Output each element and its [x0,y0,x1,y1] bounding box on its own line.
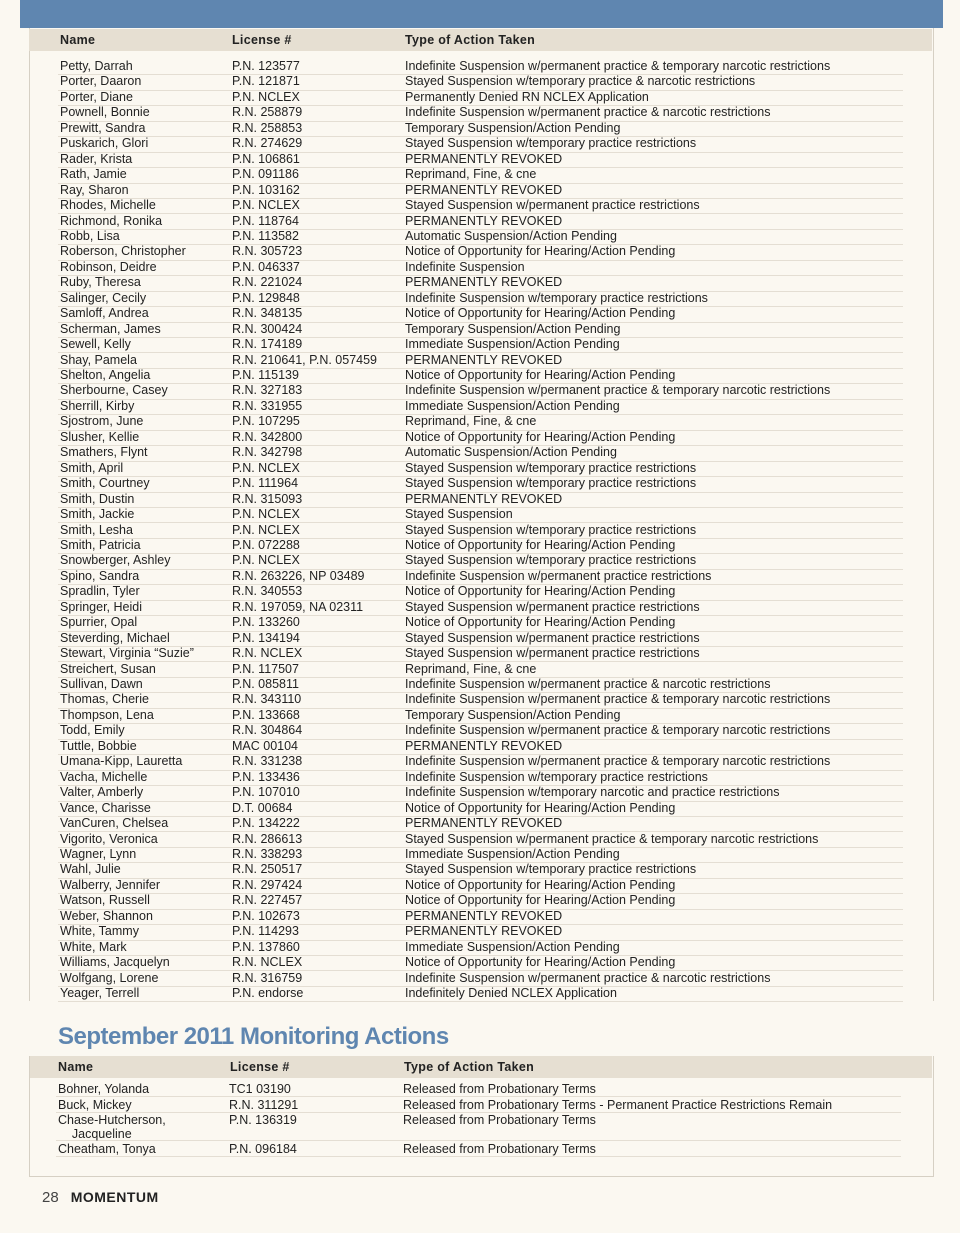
section-title: September 2011 Monitoring Actions [58,1023,449,1050]
license-cell: P.N. 133436 [232,769,300,784]
name-cell: Stewart, Virginia “Suzie” [60,646,194,661]
license-cell: P.N. 102673 [232,908,300,923]
license-cell: P.N. 117507 [232,661,299,676]
name-cell: Steverding, Michael [60,630,170,645]
name-cell: Weber, Shannon [60,908,153,923]
name-cell: Smith, Courtney [60,476,150,491]
table-row [58,306,903,322]
name-cell: Rhodes, Michelle [60,198,156,213]
name-cell: Smith, Patricia [60,537,141,552]
table-row [56,1141,901,1157]
table-row [58,322,903,338]
license-cell: P.N. 085811 [232,677,299,691]
action-cell: Stayed Suspension w/temporary practice restrictions [405,136,697,151]
action-cell: PERMANENTLY REVOKED [405,213,563,228]
name-cell: Williams, Jacquelyn [60,955,170,970]
page-number: 28 [42,1189,59,1206]
name-cell: Sherbourne, Casey [60,383,168,398]
license-cell: P.N. 107295 [232,414,300,429]
table-row [58,893,903,909]
table-row [58,723,903,739]
action-cell: Notice of Opportunity for Hearing/Action Pending [405,877,676,892]
license-cell: P.N. 134194 [232,630,300,645]
license-cell: P.N. NCLEX [232,460,300,475]
table-row [58,337,903,353]
table-row [58,909,903,925]
action-cell: Stayed Suspension w/temporary practice restrictions [405,862,697,877]
table-row [56,1112,901,1141]
header-name: Name [58,1060,94,1074]
name-cell: Chase-Hutcherson, Jacqueline [58,1113,166,1141]
license-cell: R.N. 250517 [232,862,303,877]
name-cell: Pownell, Bonnie [60,105,150,120]
action-cell: PERMANENTLY REVOKED [405,151,563,166]
name-cell: Todd, Emily [60,723,125,738]
table-row [58,862,903,878]
table-row [58,414,903,430]
name-cell: Yeager, Terrell [60,986,140,1000]
license-cell: R.N. 342798 [232,445,303,460]
action-cell: Stayed Suspension w/temporary practice & narcotic restrictions [405,74,756,89]
license-cell: P.N. NCLEX [232,89,300,104]
table-row [58,244,903,260]
action-cell: PERMANENTLY REVOKED [405,491,563,506]
action-cell: PERMANENTLY REVOKED [405,908,563,923]
name-cell: Roberson, Christopher [60,244,186,259]
name-cell: Tuttle, Bobbie [60,738,137,753]
action-cell: Stayed Suspension w/temporary practice restrictions [405,553,697,568]
table-row [58,785,903,801]
table-row [58,461,903,477]
table-header [29,29,932,51]
action-cell: Notice of Opportunity for Hearing/Action Pending [405,893,676,908]
table-row [58,739,903,755]
table-row [58,214,903,230]
table-row [58,445,903,461]
license-cell: D.T. 00684 [232,800,293,815]
license-cell: R.N. 274629 [232,136,303,151]
name-cell: Prewitt, Sandra [60,120,146,135]
action-cell: Indefinite Suspension [405,259,525,274]
license-cell: TC1 03190 [229,1082,291,1096]
license-cell: R.N. 338293 [232,846,303,861]
license-cell: MAC 00104 [232,738,299,753]
license-cell: R.N. 342800 [232,429,303,444]
license-cell: P.N. 123577 [232,59,300,73]
action-cell: Stayed Suspension [405,507,513,522]
table-row [58,971,903,987]
name-cell: Buck, Mickey [58,1098,132,1112]
license-cell: P.N. endorse [232,986,304,1000]
license-cell: R.N. 331955 [232,398,303,413]
action-cell: Automatic Suspension/Action Pending [405,228,617,243]
name-cell: Rath, Jamie [60,167,127,182]
page-footer [42,1189,159,1206]
name-cell: Wahl, Julie [60,862,121,877]
license-cell: P.N. 106861 [232,151,300,166]
table-row [58,507,903,523]
license-cell: R.N. 258853 [232,120,303,135]
name-cell: Cheatham, Tonya [58,1142,156,1156]
license-cell: R.N. 210641, P.N. 057459 [232,352,378,367]
name-cell: Vigorito, Veronica [60,831,158,846]
license-cell: R.N. 297424 [232,877,303,892]
license-cell: R.N. 174189 [232,337,303,352]
action-cell: Notice of Opportunity for Hearing/Action Pending [405,244,676,259]
license-cell: P.N. 113582 [232,228,299,243]
header-license: License # [232,33,292,47]
action-cell: Notice of Opportunity for Hearing/Action Pending [405,615,676,630]
action-cell: Temporary Suspension/Action Pending [405,321,621,336]
license-cell: P.N. NCLEX [232,198,300,213]
table-row [58,430,903,446]
name-cell: Robinson, Deidre [60,259,157,274]
action-cell: Notice of Opportunity for Hearing/Action Pending [405,429,676,444]
action-cell: Stayed Suspension w/permanent practice & temporary narcotic restrictions [405,831,819,846]
table-row [58,476,903,492]
license-cell: R.N. 304864 [232,723,303,738]
action-cell: Stayed Suspension w/permanent practice restrictions [405,646,700,661]
table-row [58,847,903,863]
license-cell: R.N. 316759 [232,970,303,985]
name-cell: Smith, Dustin [60,491,135,506]
action-cell: Reprimand, Fine, & cne [405,414,537,429]
table-row [58,353,903,369]
license-cell: R.N. 221024 [232,275,303,290]
license-cell: R.N. 348135 [232,306,303,321]
action-cell: Released from Probationary Terms [403,1142,596,1156]
name-cell: Smith, Lesha [60,522,133,537]
table-row [58,198,903,214]
table-row [58,677,903,693]
name-cell: Streichert, Susan [60,661,156,676]
action-cell: Indefinite Suspension w/permanent practice & temporary narcotic restrictions [405,383,831,398]
table-row [58,383,903,399]
table-row [58,569,903,585]
license-cell: R.N. 340553 [232,584,303,599]
table-row [58,986,903,1002]
license-cell: R.N. 263226, NP 03489 [232,568,365,583]
action-cell: Notice of Opportunity for Hearing/Action Pending [405,800,676,815]
license-cell: P.N. 133260 [232,615,300,630]
name-cell: Slusher, Kellie [60,429,140,444]
table-row [58,584,903,600]
name-cell: Sullivan, Dawn [60,677,143,691]
top-color-bar [20,0,943,28]
action-cell: Notice of Opportunity for Hearing/Action Pending [405,584,676,599]
name-cell: Thompson, Lena [60,707,154,722]
table-row [58,553,903,569]
license-cell: R.N. 197059, NA 02311 [232,599,364,614]
action-cell: Immediate Suspension/Action Pending [405,337,620,352]
license-cell: R.N. NCLEX [232,646,303,661]
name-cell: Sjostrom, June [60,414,144,429]
license-cell: R.N. 300424 [232,321,303,336]
table-row [58,121,903,137]
table-row [58,662,903,678]
table-row [58,692,903,708]
license-cell: R.N. 327183 [232,383,303,398]
table-row [58,816,903,832]
action-cell: Notice of Opportunity for Hearing/Action Pending [405,368,676,382]
table-row [58,615,903,631]
license-cell: R.N. 331238 [232,754,303,769]
name-cell: Ray, Sharon [60,182,129,197]
license-cell: P.N. 111964 [232,476,299,491]
name-cell: Vacha, Michelle [60,769,148,784]
license-cell: R.N. 311291 [229,1098,299,1112]
table-row [56,1097,901,1113]
table-row [58,523,903,539]
header-name: Name [60,33,96,47]
name-cell: Smith, April [60,460,124,475]
license-cell: P.N. 046337 [232,259,300,274]
action-cell: PERMANENTLY REVOKED [405,182,563,197]
license-cell: P.N. 103162 [232,182,300,197]
action-cell: Indefinite Suspension w/permanent practice & narcotic restrictions [405,677,771,691]
name-cell: Rader, Krista [60,151,133,166]
license-cell: P.N. 114293 [232,924,299,939]
name-cell: Spurrier, Opal [60,615,138,630]
action-cell: Immediate Suspension/Action Pending [405,398,620,413]
name-cell: Smathers, Flynt [60,445,148,460]
action-cell: Stayed Suspension w/temporary practice restrictions [405,522,697,537]
name-cell: Walberry, Jennifer [60,877,161,892]
action-cell: PERMANENTLY REVOKED [405,738,563,753]
table-row [58,924,903,940]
name-cell: Thomas, Cherie [60,692,149,707]
table-row [58,59,903,75]
table-row [58,708,903,724]
license-cell: P.N. 129848 [232,290,300,305]
table-row [58,600,903,616]
action-cell: PERMANENTLY REVOKED [405,924,563,939]
name-cell: White, Tammy [60,924,139,939]
license-cell: P.N. 137860 [232,939,300,954]
name-cell: Spradlin, Tyler [60,584,140,599]
table-row [58,770,903,786]
name-cell: White, Mark [60,939,127,954]
name-cell: VanCuren, Chelsea [60,816,169,831]
license-cell: P.N. 072288 [232,537,300,552]
table-row [58,940,903,956]
name-cell: Sherrill, Kirby [60,398,135,413]
action-cell: Immediate Suspension/Action Pending [405,939,620,954]
action-cell: Released from Probationary Terms [403,1082,596,1096]
name-cell: Spino, Sandra [60,568,140,583]
license-cell: P.N. 091186 [232,167,299,182]
name-cell: Samloff, Andrea [60,306,149,321]
name-cell: Wolfgang, Lorene [60,970,159,985]
action-cell: Indefinitely Denied NCLEX Application [405,986,617,1000]
license-cell: R.N. 315093 [232,491,303,506]
action-cell: Indefinite Suspension w/permanent practice & temporary narcotic restrictions [405,723,831,738]
table-row [58,90,903,106]
table-row [58,152,903,168]
name-cell: Puskarich, Glori [60,136,149,151]
table-row [58,955,903,971]
action-cell: Indefinite Suspension w/permanent practice & narcotic restrictions [405,970,771,985]
name-cell: Bohner, Yolanda [58,1082,150,1096]
license-cell: P.N. NCLEX [232,522,300,537]
license-cell: P.N. 121871 [232,74,300,89]
table-row [58,646,903,662]
license-cell: R.N. 258879 [232,105,303,120]
name-cell: Shay, Pamela [60,352,137,367]
action-cell: Released from Probationary Terms - Permanent Practice Restrictions Remain [403,1098,833,1112]
action-cell: Notice of Opportunity for Hearing/Action Pending [405,306,676,321]
table-row [58,105,903,121]
license-cell: P.N. NCLEX [232,553,300,568]
name-cell: Porter, Daaron [60,74,142,89]
table-row [58,74,903,90]
action-cell: Released from Probationary Terms [403,1113,596,1127]
name-cell: Smith, Jackie [60,507,135,522]
action-cell: Permanently Denied RN NCLEX Application [405,89,649,104]
action-cell: Stayed Suspension w/permanent practice restrictions [405,198,700,213]
name-cell: Porter, Diane [60,89,133,104]
table-row [58,399,903,415]
action-cell: Notice of Opportunity for Hearing/Action Pending [405,955,676,970]
name-cell: Richmond, Ronika [60,213,163,228]
license-cell: R.N. 286613 [232,831,303,846]
table-row [58,260,903,276]
table-row [58,183,903,199]
action-cell: Stayed Suspension w/temporary practice restrictions [405,460,697,475]
table-row [58,368,903,384]
header-action: Type of Action Taken [405,33,536,47]
table-row [58,631,903,647]
name-cell: Snowberger, Ashley [60,553,171,568]
license-cell: P.N. 133668 [232,707,300,722]
license-cell: P.N. 134222 [232,816,300,831]
table-row [58,492,903,508]
license-cell: P.N. 115139 [232,368,299,382]
name-cell: Vance, Charisse [60,800,151,815]
license-cell: P.N. 096184 [229,1142,297,1156]
table-row [58,275,903,291]
name-cell: Springer, Heidi [60,599,142,614]
name-cell: Valter, Amberly [60,785,144,800]
action-cell: PERMANENTLY REVOKED [405,816,563,831]
action-cell: Immediate Suspension/Action Pending [405,846,620,861]
action-cell: Reprimand, Fine, & cne [405,661,537,676]
action-cell: Indefinite Suspension w/temporary practice restrictions [405,769,708,784]
action-cell: Reprimand, Fine, & cne [405,167,537,182]
name-cell: Salinger, Cecily [60,290,147,305]
action-cell: PERMANENTLY REVOKED [405,275,563,290]
license-cell: R.N. 305723 [232,244,303,259]
table-row [56,1081,901,1097]
name-cell: Wagner, Lynn [60,846,137,861]
table-row [58,754,903,770]
action-cell: Temporary Suspension/Action Pending [405,707,621,722]
license-cell: P.N. 118764 [232,213,299,228]
action-cell: Indefinite Suspension w/permanent practice & temporary narcotic restrictions [405,692,831,707]
action-cell: Indefinite Suspension w/permanent practice & narcotic restrictions [405,105,771,120]
name-cell: Petty, Darrah [60,59,133,73]
license-cell: P.N. NCLEX [232,507,300,522]
action-cell: Indefinite Suspension w/temporary narcotic and practice restrictions [405,785,780,800]
header-license: License # [230,1060,290,1074]
action-cell: Stayed Suspension w/permanent practice restrictions [405,599,700,614]
action-cell: Indefinite Suspension w/permanent practice & temporary narcotic restrictions [405,754,831,769]
action-cell: Stayed Suspension w/temporary practice restrictions [405,476,697,491]
action-cell: PERMANENTLY REVOKED [405,352,563,367]
license-cell: P.N. 136319 [229,1113,297,1127]
action-cell: Indefinite Suspension w/temporary practice restrictions [405,290,708,305]
name-cell: Robb, Lisa [60,228,120,243]
action-cell: Indefinite Suspension w/permanent practice restrictions [405,568,712,583]
name-cell: Watson, Russell [60,893,150,908]
table-row [58,136,903,152]
action-cell: Temporary Suspension/Action Pending [405,120,621,135]
table-row [58,801,903,817]
name-cell: Scherman, James [60,321,161,336]
license-cell: P.N. 107010 [232,785,300,800]
action-cell: Notice of Opportunity for Hearing/Action Pending [405,537,676,552]
name-cell: Sewell, Kelly [60,337,131,352]
license-cell: R.N. 227457 [232,893,303,908]
action-cell: Automatic Suspension/Action Pending [405,445,617,460]
name-cell: Ruby, Theresa [60,275,141,290]
table-row [58,878,903,894]
license-cell: R.N. 343110 [232,692,302,707]
action-cell: Indefinite Suspension w/permanent practice & temporary narcotic restrictions [405,59,831,73]
license-cell: R.N. NCLEX [232,955,303,970]
magazine-name: MOMENTUM [70,1189,159,1205]
table-row [58,167,903,183]
table-row [58,291,903,307]
name-cell: Umana-Kipp, Lauretta [60,754,183,769]
name-cell: Shelton, Angelia [60,368,151,382]
header-action: Type of Action Taken [404,1060,535,1074]
table-row [58,229,903,245]
table-row [58,538,903,554]
table-row [58,832,903,848]
action-cell: Stayed Suspension w/permanent practice restrictions [405,630,700,645]
